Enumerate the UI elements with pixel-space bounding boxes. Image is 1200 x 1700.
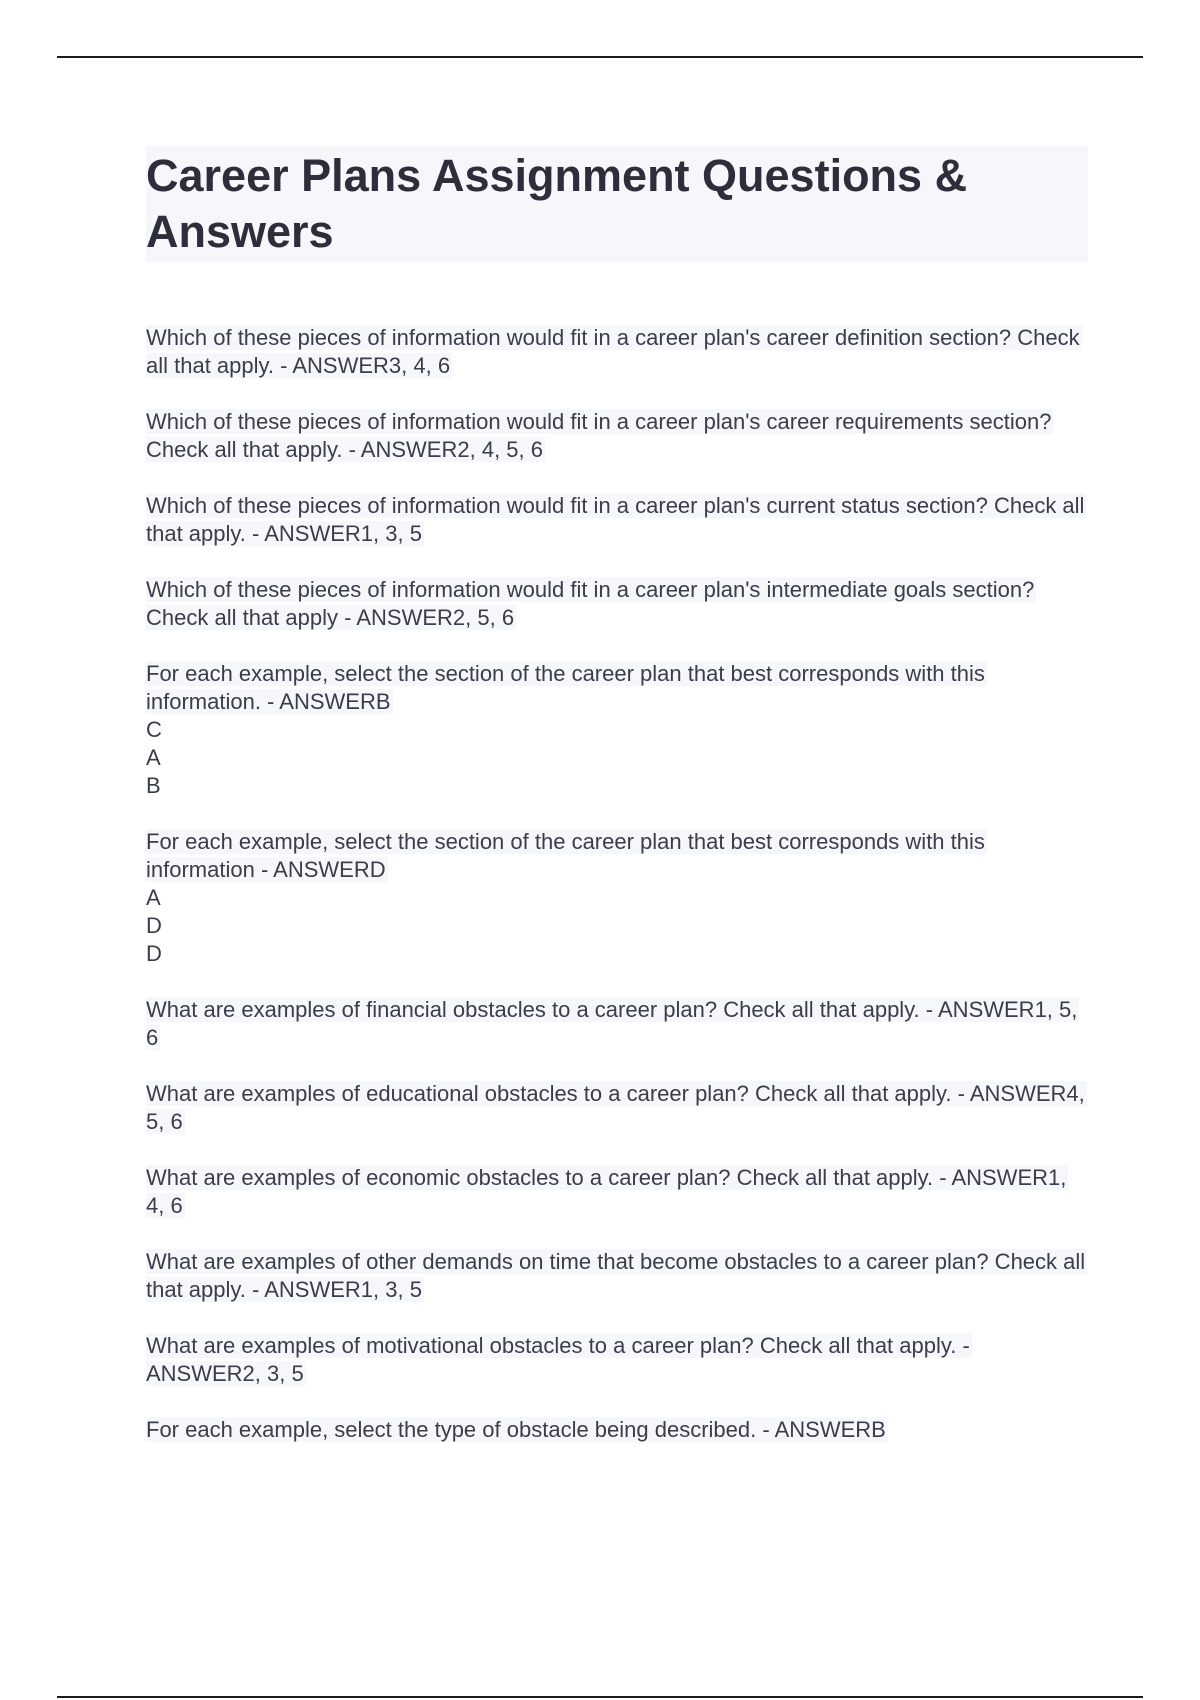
page-title: Career Plans Assignment Questions & Answers (146, 150, 968, 257)
qa-text: Which of these pieces of information would fit in a career plan's career requirements section? Check all that apply. - ANSWER2, 4, 5, 6 (146, 409, 1052, 462)
top-rule (57, 56, 1143, 58)
qa-text: What are examples of educational obstacles to a career plan? Check all that apply. - ANSWER4, 5, 6 (146, 1081, 1085, 1134)
qa-text: What are examples of other demands on time that become obstacles to a career plan? Check all that apply. - ANSWER1, 3, 5 (146, 1249, 1086, 1302)
qa-text: What are examples of motivational obstacles to a career plan? Check all that apply. - ANSWER2, 3, 5 (146, 1333, 970, 1386)
title-block (146, 146, 1088, 262)
qa-item (146, 1248, 1088, 1304)
qa-item (146, 492, 1088, 548)
qa-item (146, 324, 1088, 380)
qa-text: What are examples of financial obstacles to a career plan? Check all that apply. - ANSWER1, 5, 6 (146, 997, 1078, 1050)
qa-answer-line: B (146, 773, 161, 798)
qa-answer-line: D (146, 941, 162, 966)
qa-text: Which of these pieces of information would fit in a career plan's current status section? Check all that apply. - ANSWER1, 3, 5 (146, 493, 1085, 546)
qa-text: Which of these pieces of information would fit in a career plan's intermediate goals section? Check all that apply - ANSWER2, 5, 6 (146, 577, 1035, 630)
qa-item (146, 660, 1088, 800)
qa-item (146, 1416, 1088, 1444)
qa-text: For each example, select the section of the career plan that best corresponds with this information - ANSWERD (146, 829, 985, 882)
qa-text: Which of these pieces of information would fit in a career plan's career definition section? Check all that apply. - ANSWER3, 4, 6 (146, 325, 1080, 378)
qa-answer-line: A (146, 885, 161, 910)
qa-item (146, 828, 1088, 968)
qa-text: For each example, select the type of obstacle being described. - ANSWERB (146, 1417, 886, 1442)
qa-answer-line: A (146, 745, 161, 770)
qa-item (146, 1164, 1088, 1220)
qa-item (146, 1080, 1088, 1136)
qa-answer-line: C (146, 717, 162, 742)
qa-answer-line: D (146, 913, 162, 938)
bottom-rule (57, 1696, 1143, 1698)
qa-item (146, 576, 1088, 632)
document-body (146, 146, 1088, 1472)
qa-text: What are examples of economic obstacles to a career plan? Check all that apply. - ANSWER1, 4, 6 (146, 1165, 1067, 1218)
qa-item (146, 996, 1088, 1052)
qa-text: For each example, select the section of the career plan that best corresponds with this information. - ANSWERB (146, 661, 985, 714)
qa-list (146, 324, 1088, 1444)
qa-item (146, 1332, 1088, 1388)
qa-item (146, 408, 1088, 464)
